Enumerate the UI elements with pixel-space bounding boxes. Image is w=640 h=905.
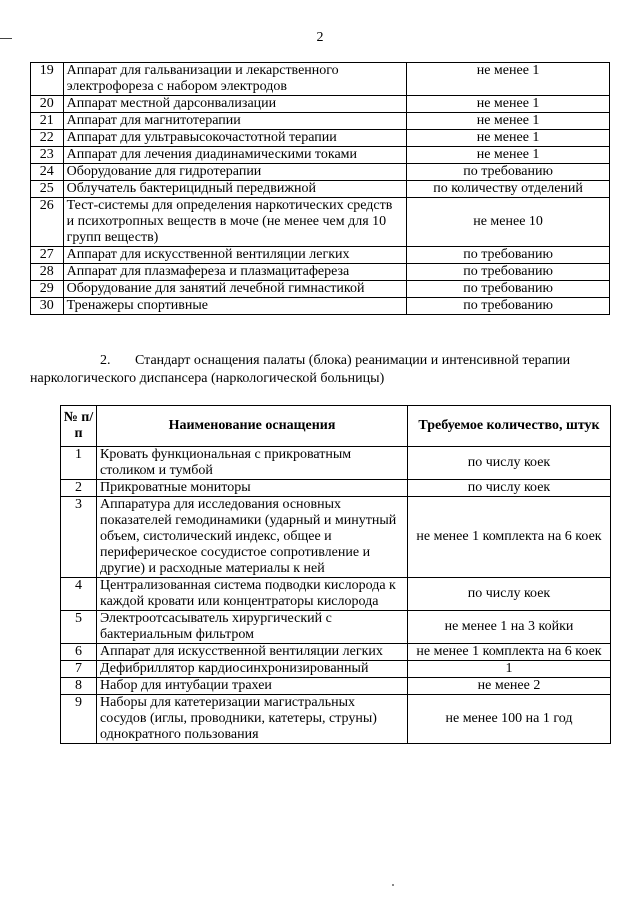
equipment-name: Прикроватные мониторы [97,480,408,497]
table-row [61,497,611,578]
row-number: 25 [31,181,64,198]
table-row [61,644,611,661]
row-number: 28 [31,264,64,281]
table-row [61,447,611,480]
equipment-name: Кровать функциональная с прикроватным столиком и тумбой [97,447,408,480]
equipment-quantity: по числу коек [408,480,611,497]
equipment-quantity: по требованию [407,247,610,264]
row-number: 19 [31,63,64,96]
equipment-name: Аппарат для искусственной вентиляции легких [63,247,407,264]
row-number: 29 [31,281,64,298]
equipment-quantity: 1 [408,661,611,678]
equipment-name: Наборы для катетеризации магистральных сосудов (иглы, проводники, катетеры, струны) однократного пользования [97,695,408,744]
table-row [61,678,611,695]
equipment-name: Облучатель бактерицидный передвижной [63,181,407,198]
row-number: 23 [31,147,64,164]
equipment-name: Аппарат для магнитотерапии [63,113,407,130]
equipment-quantity: не менее 10 [407,198,610,247]
equipment-quantity: по требованию [407,264,610,281]
row-number: 20 [31,96,64,113]
header-number: № п/п [61,406,97,447]
row-number: 1 [61,447,97,480]
table-row [61,578,611,611]
scan-speck [392,884,394,886]
table-row [61,695,611,744]
table-row [31,63,610,96]
table-row [31,247,610,264]
header-name: Наименование оснащения [97,406,408,447]
equipment-quantity: не менее 1 [407,130,610,147]
row-number: 7 [61,661,97,678]
row-number: 2 [61,480,97,497]
row-number: 8 [61,678,97,695]
table-row [31,130,610,147]
table-row [31,264,610,281]
row-number: 9 [61,695,97,744]
row-number: 27 [31,247,64,264]
row-number: 22 [31,130,64,147]
table-header-row [61,406,611,447]
equipment-name: Аппарат местной дарсонвализации [63,96,407,113]
table-row [61,611,611,644]
table-row [31,164,610,181]
scan-mark [0,38,12,46]
equipment-quantity: по количеству отделений [407,181,610,198]
row-number: 3 [61,497,97,578]
equipment-quantity: не менее 1 [407,147,610,164]
equipment-name: Электроотсасыватель хирургический с бактериальным фильтром [97,611,408,644]
equipment-name: Тест-системы для определения наркотических средств и психотропных веществ в моче (не менее чем для 10 групп веществ) [63,198,407,247]
equipment-name: Аппаратура для исследования основных показателей гемодинамики (ударный и минутный объем, систолический индекс, общее и периферическое сосудистое сопротивление и другие) и расходные материалы к ней [97,497,408,578]
row-number: 21 [31,113,64,130]
table-row [31,198,610,247]
equipment-name: Тренажеры спортивные [63,298,407,315]
equipment-quantity: по требованию [407,164,610,181]
equipment-name: Аппарат для ультравысокочастотной терапии [63,130,407,147]
table-row [61,661,611,678]
table-row [61,480,611,497]
page-number: 2 [316,30,324,45]
equipment-quantity: не менее 1 [407,113,610,130]
table-row [31,298,610,315]
equipment-quantity: не менее 1 комплекта на 6 коек [408,497,611,578]
section-heading-continued: наркологического диспансера (наркологической больницы) [30,371,385,386]
table-row [31,147,610,164]
equipment-name: Аппарат для плазмафереза и плазмацитафереза [63,264,407,281]
equipment-name: Аппарат для лечения диадинамическими токами [63,147,407,164]
equipment-name: Оборудование для гидротерапии [63,164,407,181]
equipment-table-continued [30,62,610,315]
row-number: 30 [31,298,64,315]
equipment-name: Централизованная система подводки кислорода к каждой кровати или концентраторы кислорода [97,578,408,611]
equipment-name: Аппарат для искусственной вентиляции легких [97,644,408,661]
equipment-quantity: по требованию [407,281,610,298]
section-heading: 2. Стандарт оснащения палаты (блока) реанимации и интенсивной терапии [100,353,571,368]
equipment-quantity: не менее 1 [407,96,610,113]
icu-equipment-table [60,405,611,744]
row-number: 5 [61,611,97,644]
row-number: 24 [31,164,64,181]
table-row [31,113,610,130]
equipment-name: Оборудование для занятий лечебной гимнастикой [63,281,407,298]
equipment-quantity: по числу коек [408,447,611,480]
equipment-quantity: по требованию [407,298,610,315]
equipment-name: Дефибриллятор кардиосинхронизированный [97,661,408,678]
row-number: 4 [61,578,97,611]
equipment-quantity: не менее 1 [407,63,610,96]
table-row [31,181,610,198]
equipment-quantity: не менее 2 [408,678,611,695]
equipment-name: Аппарат для гальванизации и лекарственного электрофореза с набором электродов [63,63,407,96]
equipment-name: Набор для интубации трахеи [97,678,408,695]
equipment-quantity: по числу коек [408,578,611,611]
table-row [31,281,610,298]
header-quantity: Требуемое количество, штук [408,406,611,447]
equipment-quantity: не менее 1 на 3 койки [408,611,611,644]
equipment-quantity: не менее 100 на 1 год [408,695,611,744]
row-number: 6 [61,644,97,661]
row-number: 26 [31,198,64,247]
table-row [31,96,610,113]
equipment-quantity: не менее 1 комплекта на 6 коек [408,644,611,661]
